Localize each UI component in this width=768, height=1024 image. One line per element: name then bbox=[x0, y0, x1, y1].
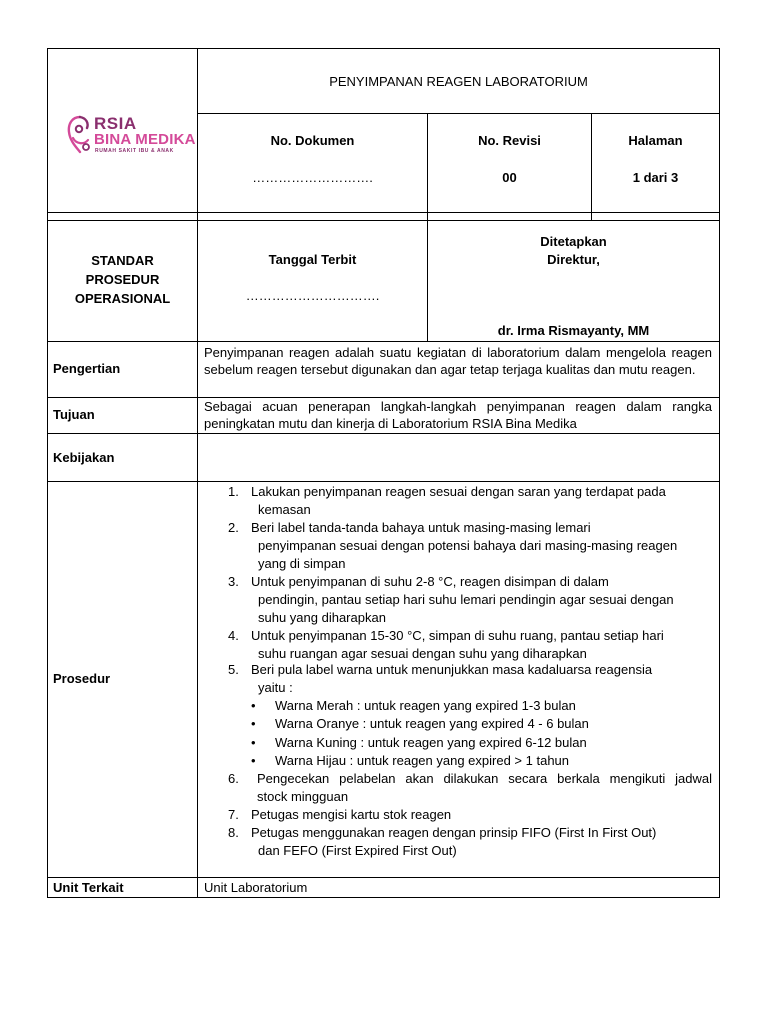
unit-terkait-label: Unit Terkait bbox=[53, 880, 124, 895]
direktur-label: Direktur, bbox=[547, 252, 600, 267]
label-warna-merah: Warna Merah : untuk reagen yang expired 1-3 bulan bbox=[275, 698, 576, 713]
halaman-label: Halaman bbox=[628, 133, 683, 148]
tujuan-label: Tujuan bbox=[53, 407, 95, 422]
pengertian-text: Penyimpanan reagen adalah suatu kegiatan di laboratorium dalam mengelola reagen sebelum reagen tersebut digunakan dan agar tetap terjaga kualitas dan mutu reagen. bbox=[204, 345, 712, 377]
step-6-number: 6. bbox=[228, 771, 239, 786]
logo-line-rsia: RSIA bbox=[94, 114, 137, 133]
step-4-number: 4. bbox=[228, 628, 239, 643]
bullet-icon: • bbox=[251, 716, 256, 731]
step-2-line-1: Beri label tanda-tanda bahaya untuk masing-masing lemari bbox=[251, 520, 591, 535]
sop-line-1: STANDAR bbox=[91, 253, 154, 268]
step-1-number: 1. bbox=[228, 484, 239, 499]
halaman-value: 1 dari 3 bbox=[632, 170, 679, 185]
prosedur-label: Prosedur bbox=[53, 671, 111, 686]
sop-line-2: PROSEDUR bbox=[85, 272, 160, 287]
mother-child-icon bbox=[66, 114, 94, 156]
no-revisi-value: 00 bbox=[502, 170, 517, 185]
step-5-number: 5. bbox=[228, 662, 239, 677]
hospital-logo bbox=[66, 112, 196, 158]
label-warna-hijau: Warna Hijau : untuk reagen yang expired > 1 tahun bbox=[275, 753, 570, 768]
step-6-line-1: Pengecekan pelabelan akan dilakukan secara berkala mengikuti jadwal bbox=[257, 771, 712, 786]
step-2-number: 2. bbox=[228, 520, 239, 535]
step-4-line-2: suhu ruangan agar sesuai dengan suhu yang diharapkan bbox=[258, 646, 587, 661]
kebijakan-label: Kebijakan bbox=[53, 450, 115, 465]
label-warna-kuning: Warna Kuning : untuk reagen yang expired 6-12 bulan bbox=[275, 735, 587, 750]
step-4-line-1: Untuk penyimpanan 15-30 °C, simpan di suhu ruang, pantau setiap hari bbox=[251, 628, 664, 643]
document-title: PENYIMPANAN REAGEN LABORATORIUM bbox=[329, 74, 588, 89]
step-5-line-1: Beri pula label warna untuk menunjukkan masa kadaluarsa reagensia bbox=[251, 662, 653, 677]
sop-line-3: OPERASIONAL bbox=[74, 291, 171, 306]
logo-line-tagline: RUMAH SAKIT IBU & ANAK bbox=[95, 148, 174, 154]
no-dokumen-value: ………………………. bbox=[252, 170, 373, 185]
step-8-line-2: dan FEFO (First Expired First Out) bbox=[258, 843, 457, 858]
bullet-icon: • bbox=[251, 753, 256, 768]
no-revisi-label: No. Revisi bbox=[478, 133, 541, 148]
tanggal-terbit-value: …………………………. bbox=[245, 288, 380, 303]
step-6-line-2: stock mingguan bbox=[257, 789, 349, 804]
bullet-icon: • bbox=[251, 698, 256, 713]
no-dokumen-label: No. Dokumen bbox=[270, 133, 355, 148]
step-2-line-2: penyimpanan sesuai dengan potensi bahaya dari masing-masing reagen bbox=[258, 538, 678, 553]
step-7-number: 7. bbox=[228, 807, 239, 822]
step-8-line-1: Petugas menggunakan reagen dengan prinsip FIFO (First In First Out) bbox=[251, 825, 657, 840]
unit-terkait-text: Unit Laboratorium bbox=[204, 880, 308, 895]
step-7-line-1: Petugas mengisi kartu stok reagen bbox=[251, 807, 452, 822]
step-2-line-3: yang di simpan bbox=[258, 556, 346, 571]
tanggal-terbit-label: Tanggal Terbit bbox=[268, 252, 357, 267]
direktur-name: dr. Irma Rismayanty, MM bbox=[497, 323, 650, 338]
pengertian-label: Pengertian bbox=[53, 361, 121, 376]
step-1-line-1: Lakukan penyimpanan reagen sesuai dengan saran yang terdapat pada bbox=[251, 484, 666, 499]
ditetapkan-label: Ditetapkan bbox=[540, 234, 607, 249]
step-3-line-2: pendingin, pantau setiap hari suhu lemari pendingin agar sesuai dengan bbox=[258, 592, 674, 607]
label-warna-oranye: Warna Oranye : untuk reagen yang expired 4 - 6 bulan bbox=[275, 716, 589, 731]
step-3-line-1: Untuk penyimpanan di suhu 2-8 °C, reagen disimpan di dalam bbox=[251, 574, 609, 589]
step-3-line-3: suhu yang diharapkan bbox=[258, 610, 386, 625]
step-8-number: 8. bbox=[228, 825, 239, 840]
step-3-number: 3. bbox=[228, 574, 239, 589]
step-5-line-2: yaitu : bbox=[258, 680, 293, 695]
tujuan-text: Sebagai acuan penerapan langkah-langkah penyimpanan reagen dalam rangka peningkatan mutu dan kinerja di Laboratorium RSIA Bina Medika bbox=[204, 399, 712, 431]
sop-label bbox=[48, 251, 197, 308]
logo-line-bina-medika: BINA MEDIKA bbox=[94, 131, 196, 148]
step-1-line-2: kemasan bbox=[258, 502, 311, 517]
bullet-icon: • bbox=[251, 735, 256, 750]
